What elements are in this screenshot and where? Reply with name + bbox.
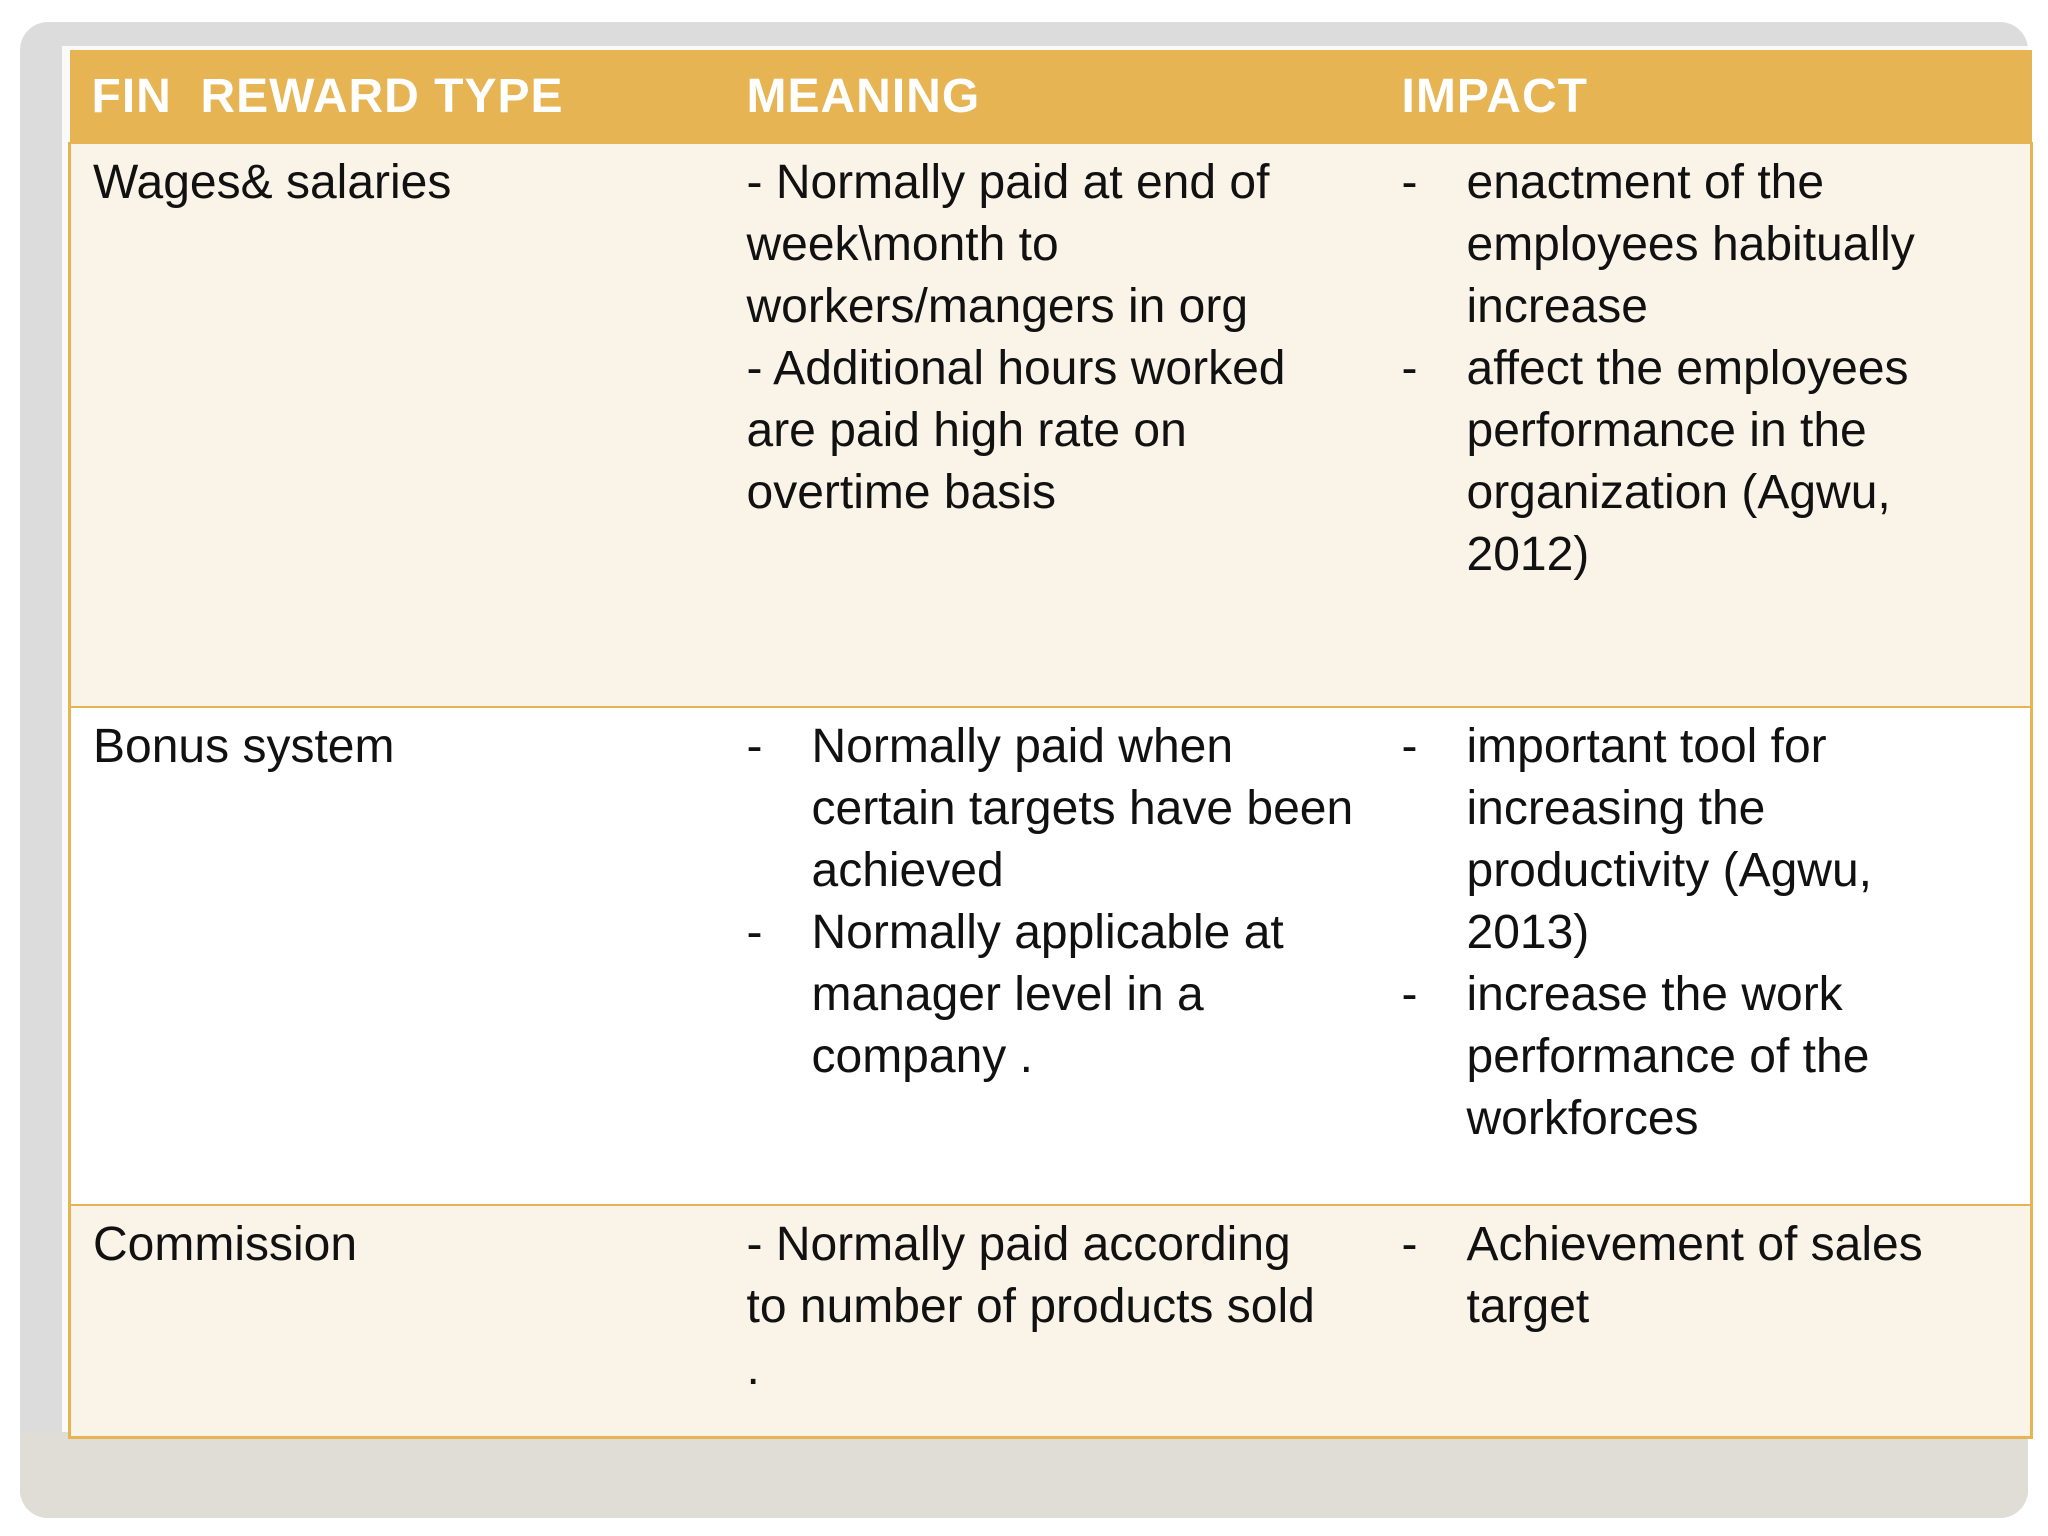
impact-text: affect the employees performance in the organization (Agwu, 2012) <box>1466 342 1909 581</box>
dash-marker: - <box>1401 1218 1418 1271</box>
reward-type-cell: Commission <box>70 1205 725 1438</box>
meaning-line: overtime basis <box>746 466 1056 519</box>
dash-marker: - <box>746 720 763 773</box>
impact-bullet <box>1402 964 2009 1150</box>
header-meaning: MEANING <box>725 50 1380 143</box>
dash-marker: - <box>1401 720 1418 773</box>
meaning-cell <box>725 707 1380 1205</box>
meaning-cell <box>725 143 1380 707</box>
reward-table <box>68 50 2033 1439</box>
meaning-line: - Normally paid at end of <box>746 156 1270 209</box>
meaning-line: week\month to <box>746 218 1059 271</box>
dash-marker: - <box>1401 156 1418 209</box>
impact-bullet <box>1402 338 2009 586</box>
slide-bottom-strip <box>20 1432 2028 1518</box>
meaning-line: are paid high rate on <box>746 404 1187 457</box>
table-header-row <box>70 50 2032 143</box>
meaning-cell <box>725 1205 1380 1438</box>
impact-text: important tool for increasing the productivity (Agwu, 2013) <box>1466 720 1872 959</box>
table-row <box>70 143 2032 707</box>
meaning-text: Normally applicable at manager level in a company . <box>811 906 1284 1083</box>
impact-cell <box>1380 1205 2032 1438</box>
reward-type-cell: Wages& salaries <box>70 143 725 707</box>
impact-bullet <box>1402 1214 2009 1338</box>
meaning-line: workers/mangers in org <box>746 280 1249 333</box>
meaning-line: - Normally paid according <box>746 1218 1291 1271</box>
meaning-text: Normally paid when certain targets have been achieved <box>811 720 1354 897</box>
meaning-bullet <box>747 716 1358 902</box>
header-impact: IMPACT <box>1380 50 2032 143</box>
impact-cell <box>1380 143 2032 707</box>
meaning-line: - Additional hours worked <box>746 342 1286 395</box>
dash-marker: - <box>1401 968 1418 1021</box>
impact-text: enactment of the employees habitually increase <box>1466 156 1915 333</box>
reward-type-cell: Bonus system <box>70 707 725 1205</box>
impact-bullet <box>1402 716 2009 964</box>
dash-marker: - <box>746 906 763 959</box>
meaning-line: . <box>746 1342 760 1395</box>
impact-bullet <box>1402 152 2009 338</box>
meaning-bullet <box>747 902 1358 1088</box>
impact-text: Achievement of sales target <box>1466 1218 1923 1333</box>
header-reward-type: FIN REWARD TYPE <box>70 50 725 143</box>
table-row <box>70 707 2032 1205</box>
meaning-line: to number of products sold <box>746 1280 1315 1333</box>
impact-text: increase the work performance of the workforces <box>1466 968 1870 1145</box>
dash-marker: - <box>1401 342 1418 395</box>
table-row <box>70 1205 2032 1438</box>
impact-cell <box>1380 707 2032 1205</box>
